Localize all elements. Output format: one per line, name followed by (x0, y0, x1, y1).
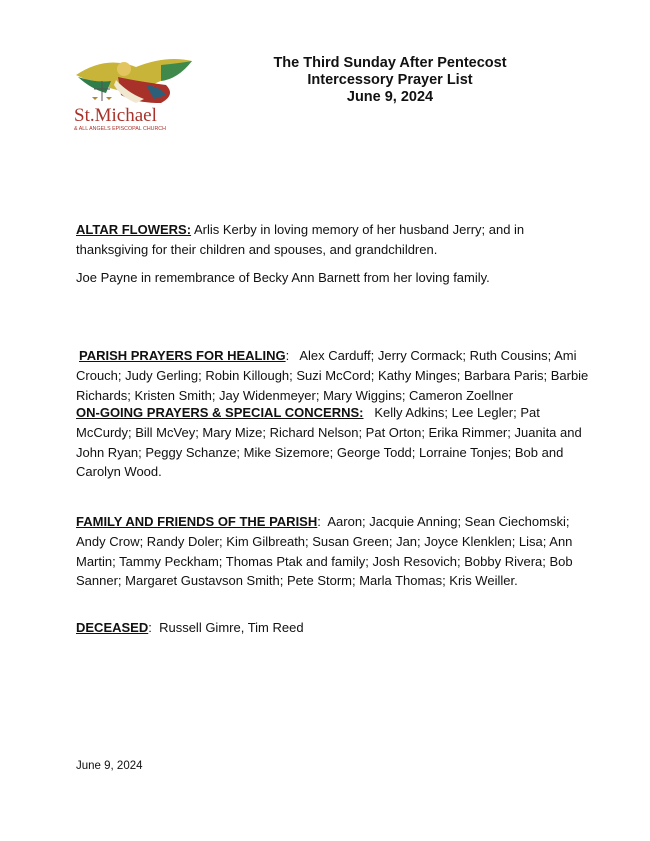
text-line: : Alex Carduff; Jerry Cormack; Ruth Cousins; Ami (285, 348, 577, 363)
document-title (230, 55, 550, 106)
text-line: : Russell Gimre, Tim Reed (148, 620, 304, 635)
section-heading: FAMILY AND FRIENDS OF THE PARISH (76, 514, 318, 529)
ongoing-section (76, 403, 582, 482)
text-line: Sanner; Margaret Gustavson Smith; Pete Storm; Marla Thomas; Kris Weiller. (76, 573, 518, 589)
section-heading: ALTAR FLOWERS: (76, 222, 192, 237)
text-line: Richards; Kristen Smith; Jay Widenmeyer; Mary Wiggins; Cameron Zoellner (76, 387, 514, 403)
section-heading: DECEASED (76, 620, 149, 635)
text-line: thanksgiving for their children and spouses, and grandchildren. (76, 241, 438, 257)
text-line: Carolyn Wood. (76, 464, 162, 480)
church-logo (66, 55, 196, 133)
logo-subtitle: & ALL ANGELS EPISCOPAL CHURCH (74, 126, 166, 132)
footer-date: June 9, 2024 (76, 760, 143, 772)
text-line: John Ryan; Peggy Schanze; Mike Sizemore; George Todd; Lorraine Tonjes; Bob and (76, 444, 564, 460)
text-line: Martin; Tammy Peckham; Thomas Ptak and family; Josh Resovich; Bobby Rivera; Bob (76, 553, 573, 569)
healing-section (76, 346, 589, 405)
text-line: Crouch; Judy Gerling; Robin Killough; Suzi McCord; Kathy Minges; Barbara Paris; Barbie (76, 367, 589, 383)
title-line: The Third Sunday After Pentecost (273, 55, 507, 71)
section-heading: ON-GOING PRAYERS & SPECIAL CONCERNS: (76, 405, 364, 420)
title-line: Intercessory Prayer List (307, 72, 473, 88)
text-line: : Aaron; Jacquie Anning; Sean Ciechomski; (317, 514, 570, 529)
family-friends-section (76, 512, 573, 591)
section-heading: PARISH PRAYERS FOR HEALING (79, 348, 286, 363)
text-line: McCurdy; Bill McVey; Mary Mize; Richard Nelson; Pat Orton; Erika Rimmer; Juanita and (76, 424, 582, 440)
title-date: June 9, 2024 (346, 89, 434, 105)
altar-flowers-section (76, 220, 524, 287)
logo-wordmark: St.Michael (74, 105, 157, 126)
text-line: Andy Crow; Randy Doler; Kim Gilbreath; Susan Green; Jan; Joyce Klenklen; Lisa; Ann (76, 533, 573, 549)
deceased-section (76, 618, 304, 638)
text-line: Kelly Adkins; Lee Legler; Pat (363, 405, 540, 420)
text-line: Arlis Kerby in loving memory of her husband Jerry; and in (191, 222, 525, 237)
text-line: Joe Payne in remembrance of Becky Ann Barnett from her loving family. (76, 269, 490, 285)
